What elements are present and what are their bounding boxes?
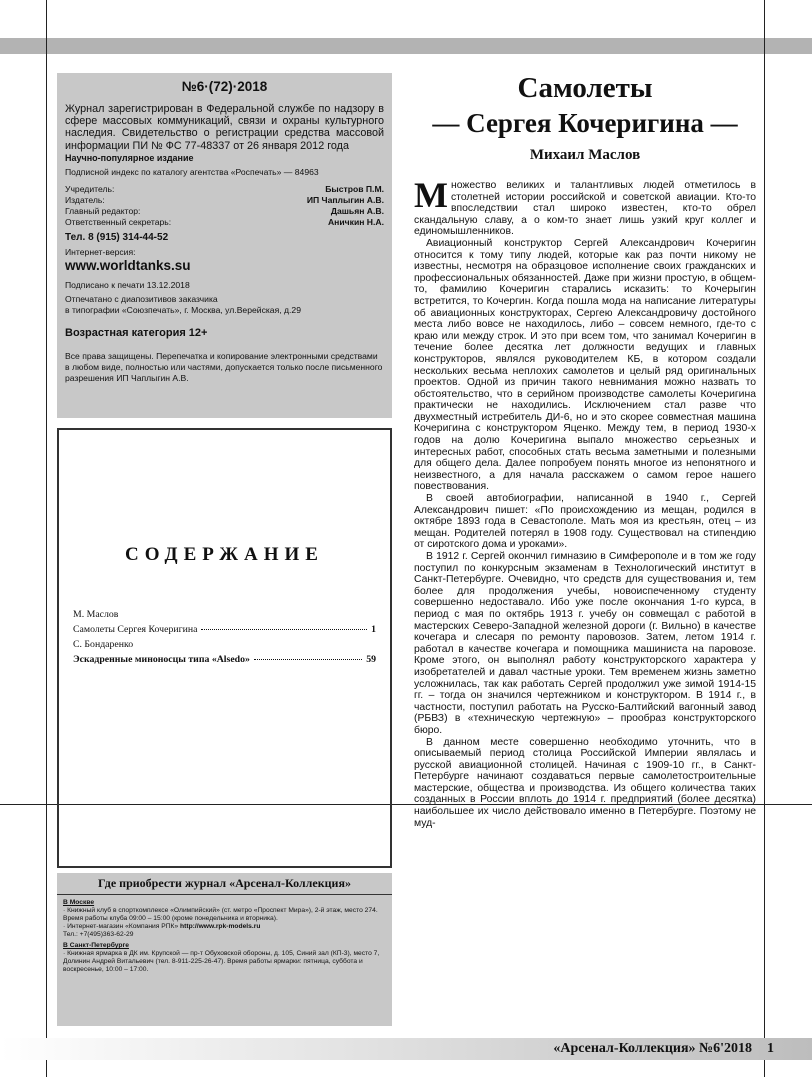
footer-journal-title: «Арсенал-Коллекция» №6'2018 bbox=[553, 1041, 752, 1056]
rights-notice: Все права защищены. Перепечатка и копирование электронными средствами в любом виде, полностью или частями, допускается только после письменного разрешения ИП Чаплыгин А.В. bbox=[65, 350, 383, 383]
contents-entry[interactable] bbox=[73, 622, 376, 637]
contents-title: СОДЕРЖАНИЕ bbox=[125, 544, 324, 565]
moscow-item-1: · Книжный клуб в спорткомплексе «Олимпийский» (ст. метро «Проспект Мира»), 2-й этаж, место 274. Время работы клуба 09:00 – 15:00 (кроме понедельника и вторника). bbox=[63, 907, 378, 922]
article-paragraph: Авиационный конструктор Сергей Александрович Кочеригин относится к тому типу людей, которые как раз почти никому не известны, несмотря на образцовое исполнение своих гражданских и профессиональных обязанностей. Даже при жизни простую, в общем-то, фамилию Кочеригин старались исказить: то Кочерыгин встретится, то Кочергин. Когда пошла мода на написание литературы об авиационных конструкторах, Сергею Александровичу достойного места либо вовсе не находилось, либо – совсем немного, где-то с краю или между строк. И это при всем том, что занимал Кочеригин в течение более десятка лет должности ведущих и главных конструкторов, являлся руководителем КБ, в котором создали нескольких весьма неплохих самолетов и целый ряд оригинальных проектов. Одной из причин такого невнимания можно назвать то обстоятельство, что в серийном производстве самолеты Кочеригина практически не находились. Исключением стал разве что двухместный истребитель ДИ-6, но и это скорее совместная машина Кочеригина с конструктором Яценко. Между тем, в период 1930-х годов на долю Кочеригина выпало множество серьезных и интересных работ, способных стать весьма заметными и полезными для общего дела. Далее попробуем понять многое из непонятного и неизвестного, а для начала расскажем о самом герое нашего повествования. bbox=[414, 237, 756, 493]
city-moscow: В Москве bbox=[63, 899, 95, 906]
imprint-box bbox=[57, 73, 392, 418]
drop-cap: М bbox=[414, 175, 448, 215]
article-author: Михаил Маслов bbox=[529, 147, 641, 163]
contents-list bbox=[73, 607, 376, 667]
moscow-item-2: · Интернет-магазин «Компания РПК» http://www.rpk-models.ru bbox=[63, 923, 261, 930]
printed-line-2: в типографии «Союзпечать», г. Москва, ул.Верейская, д.29 bbox=[65, 304, 301, 315]
signed-date: Подписано к печати 13.12.2018 bbox=[65, 279, 190, 290]
contents-entry-page: 1 bbox=[371, 624, 376, 635]
contents-author: М. Маслов bbox=[73, 609, 119, 620]
article-paragraph: В 1912 г. Сергей окончил гимназию в Симферополе и в том же году поступил по конкурсным экзаменам в Технологический институт в Санкт-Петербурге. Очевидно, что средств для существования и, тем более для продолжения учебы, новоиспеченному студенту совершенно недоставало. Ибо уже после окончания 1-го курса, в период с мая по октябрь 1913 г. учебу он совмещал с работой в мастерских Северо-Западной железной дороги (г. Вильно) в качестве кочегара и слесаря по ремонту паровозов. Затем, летом 1914 г. работал в качестве кочегара и помощника машиниста на паровозе. Кроме этого, он выполнял работу конструкторского характера у изобретателей и давал частные уроки. Тем временем жизнь заметно усложнилась, так как работать Сергей продолжил уже зимой 1914-15 гг. – тогда он значился чертежником и конструктором. В 1914 г., в частности, поступил работать на Русско-Балтийский вагонный завод (РБВЗ) в «техническую чертежную» – прообраз конструкторского бюро. bbox=[414, 551, 756, 736]
article-paragraph: В данном месте совершенно необходимо уточнить, что в описываемый период столица Российской Империи являлась и русской авиационной столицей. Начиная с 1909-10 гг., в Санкт-Петербурге начинают создаваться первые самолетостроительные мастерские, общества и производства. Из общего количества таких созданных в России вплоть до 1914 г. предприятий (более десятка) наибольшее их число действовало именно в Петербурге. Поэтому не муд- bbox=[414, 736, 756, 829]
article-title-line-2: — Сергея Кочеригина — bbox=[432, 108, 738, 138]
contents-entry-title: Самолеты Сергея Кочеригина bbox=[73, 624, 198, 635]
issue-number: №6·(72)·2018 bbox=[181, 79, 268, 94]
article-paragraph: В своей автобиографии, написанной в 1940 г., Сергей Александрович пишет: «По происхождению из мещан, родился в октябре 1893 года в Севастополе. Мать моя из крестьян, отец – из мещан. Родителей потерял в 1908 году. Существовал на стипендию от сиротского дома и уроками». bbox=[414, 493, 756, 551]
staff-row: Ответственный секретарь: Аничкин Н.А. bbox=[65, 217, 384, 228]
where-to-buy-title: Где приобрести журнал «Арсенал-Коллекция» bbox=[57, 876, 392, 895]
staff-list bbox=[65, 184, 384, 229]
staff-row: Издатель: ИП Чаплыгин А.В. bbox=[65, 195, 384, 206]
shop-link[interactable]: http://www.rpk-models.ru bbox=[180, 923, 261, 930]
moscow-phone: Тел.: +7(495)363-62-29 bbox=[63, 931, 134, 938]
article-title-line-1: Самолеты bbox=[517, 72, 653, 104]
age-rating: Возрастная категория 12+ bbox=[65, 326, 208, 339]
contents-entry-page: 59 bbox=[366, 654, 376, 665]
registration-text: Журнал зарегистрирован в Федеральной службе по надзору в сфере массовых коммуникаций, связи и охраны культурного наследия. Свидетельство о регистрации средства массовой информации ПИ № ФС 77-48337 от 26 января 2012 года bbox=[65, 103, 384, 152]
crop-line-left bbox=[46, 0, 47, 1077]
page-number: 1 bbox=[767, 1041, 774, 1056]
contents-entry-title: Эскадренные миноносцы типа «Alsedo» bbox=[73, 654, 250, 665]
article-body bbox=[414, 175, 756, 829]
spb-item: · Книжная ярмарка в ДК им. Крупской — пр-т Обуховской обороны, д. 105, Синий зал (КП-3), место 7, Долинин Андрей Витальевич (тел. 8-911-225-26-47). Время работы ярмарки: пятница, суббота и воскресенье, 10:00 – 17:00. bbox=[63, 950, 380, 973]
leader-dots bbox=[201, 628, 367, 630]
contents-author: С. Бондаренко bbox=[73, 639, 134, 650]
staff-row: Главный редактор: Дашьян А.В. bbox=[65, 206, 384, 217]
subscription-index: Подписной индекс по каталогу агентства «Роспечать» — 84963 bbox=[65, 166, 319, 177]
city-spb: В Санкт-Петербурге bbox=[63, 942, 129, 949]
where-to-buy-box bbox=[57, 873, 392, 1026]
staff-row: Учредитель: Быстров П.М. bbox=[65, 183, 384, 194]
top-band bbox=[0, 38, 812, 54]
web-label: Интернет-версия: bbox=[65, 246, 136, 257]
phone: Тел. 8 (915) 314-44-52 bbox=[65, 231, 169, 243]
publication-category: Научно-популярное издание bbox=[65, 152, 194, 163]
article-paragraph: Множество великих и талантливых людей отметилось в столетней истории российской и советской авиации. Кто-то впоследствии стал широко известен, кто-то обрел скандальную славу, а о ком-то знает лишь узкий круг коллег и единомышленников. bbox=[414, 175, 756, 238]
contents-box bbox=[57, 428, 392, 868]
contents-entry[interactable] bbox=[73, 652, 376, 667]
leader-dots bbox=[254, 658, 362, 660]
printed-line-1: Отпечатано с диапозитивов заказчика bbox=[65, 293, 218, 304]
website-link[interactable]: www.worldtanks.su bbox=[65, 257, 191, 273]
